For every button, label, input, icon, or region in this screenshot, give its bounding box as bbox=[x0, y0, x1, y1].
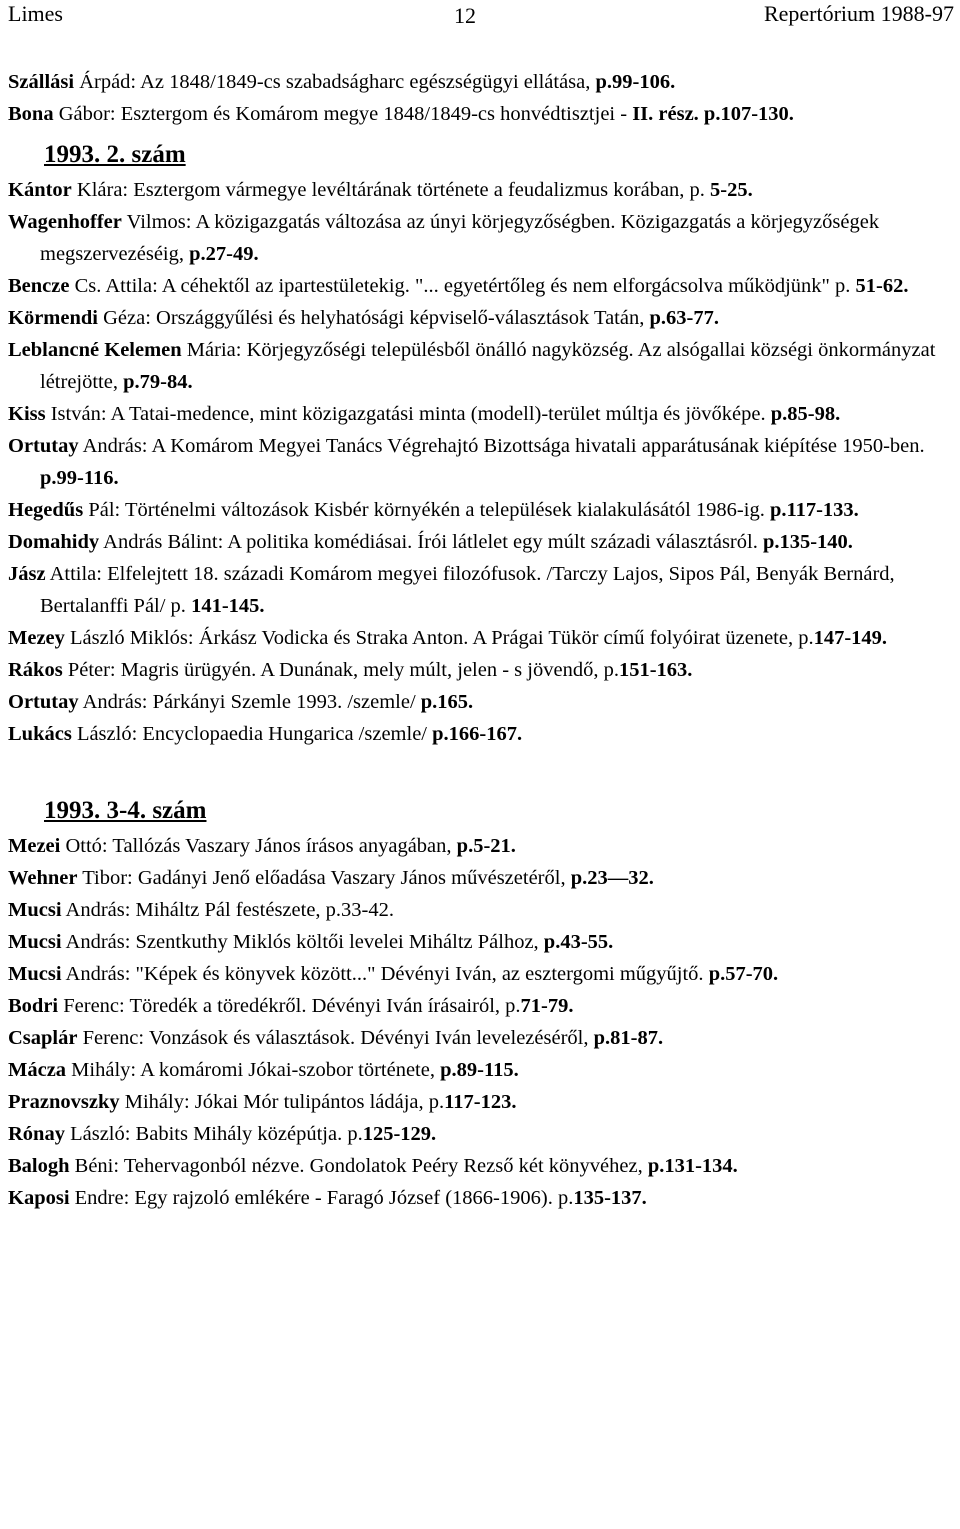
bibliography-entry bbox=[8, 1054, 952, 1086]
bibliography-entry bbox=[8, 494, 952, 526]
entry-title: László: Babits Mihály középútja. p. bbox=[64, 1123, 363, 1145]
entry-author: Mezey bbox=[8, 627, 65, 649]
entry-title: Árpád: Az 1848/1849-cs szabadságharc egészségügyi ellátása, bbox=[74, 71, 596, 93]
bibliography-entry bbox=[8, 398, 952, 430]
bibliography-entry bbox=[8, 1150, 952, 1182]
bibliography-entry bbox=[8, 302, 952, 334]
entry-title: László Miklós: Árkász Vodicka és Straka Anton. A Prágai Tükör című folyóirat üzenete, p. bbox=[64, 627, 814, 649]
bibliography-entry bbox=[8, 334, 952, 398]
bibliography-entry bbox=[8, 990, 952, 1022]
entry-author: Mezei bbox=[8, 835, 61, 857]
entry-author: Bodri bbox=[8, 995, 59, 1017]
bibliography-entry bbox=[8, 830, 952, 862]
entry-author: Kaposi bbox=[8, 1187, 70, 1209]
bibliography-entry bbox=[8, 654, 952, 686]
bibliography-entry bbox=[8, 1086, 952, 1118]
entry-author: Rónay bbox=[8, 1123, 65, 1145]
repertory-title: Repertórium 1988-97 bbox=[763, 1, 954, 26]
entry-author: Mucsi bbox=[8, 899, 62, 921]
section-heading: 1993. 2. szám bbox=[44, 141, 186, 168]
entry-pages: 51-62. bbox=[855, 275, 909, 297]
entry-author: Ortutay bbox=[8, 691, 79, 713]
entry-author: Balogh bbox=[8, 1155, 70, 1177]
entry-title: Mihály: A komáromi Jókai-szobor története, bbox=[66, 1059, 441, 1081]
page-header bbox=[0, 0, 960, 34]
entry-pages: p.79-84. bbox=[123, 371, 193, 393]
bibliography-entry bbox=[8, 686, 952, 718]
entry-author: Kiss bbox=[8, 403, 46, 425]
entry-pages: 147-149. bbox=[813, 627, 888, 649]
entry-title: András: Párkányi Szemle 1993. /szemle/ bbox=[78, 691, 421, 713]
entry-title: Pál: Történelmi változások Kisbér környékén a települések kialakulásától 1986-ig. bbox=[83, 499, 770, 521]
bibliography-entry bbox=[8, 862, 952, 894]
entry-pages: p.99-106. bbox=[595, 71, 676, 93]
bibliography-entry bbox=[8, 718, 952, 750]
bibliography-entry bbox=[8, 174, 952, 206]
entry-title: Attila: Elfelejtett 18. századi Komárom megyei filozófusok. /Tarczy Lajos, Sipos Pál, Benyák Bernárd, Bertalanffi Pál/ p. bbox=[40, 563, 895, 617]
entry-title: Gábor: Esztergom és Komárom megye 1848/1849-cs honvédtisztjei - bbox=[53, 103, 633, 125]
entry-title: Mihály: Jókai Mór tulipántos ládája, p. bbox=[119, 1091, 445, 1113]
journal-name: Limes bbox=[8, 1, 63, 26]
entry-author: Csaplár bbox=[8, 1027, 78, 1049]
bibliography-entry bbox=[8, 430, 952, 494]
entry-pages: p.99-116. bbox=[40, 467, 119, 489]
intro-entries bbox=[8, 66, 952, 130]
section-entries bbox=[8, 174, 952, 750]
entry-pages: p.165. bbox=[420, 691, 474, 713]
entry-author: Wagenhoffer bbox=[8, 211, 122, 233]
entry-title: Mária: Körjegyzőségi településből önálló nagyközség. Az alsógallai községi önkormányzat létrejötte, bbox=[40, 339, 936, 393]
entry-pages: p.5-21. bbox=[456, 835, 516, 857]
entry-title: András: Szentkuthy Miklós költői levelei Miháltz Pálhoz, bbox=[61, 931, 544, 953]
entry-author: Praznovszky bbox=[8, 1091, 120, 1113]
entry-title: Klára: Esztergom vármegye levéltárának története a feudalizmus korában, p. bbox=[71, 179, 711, 201]
entry-pages: p.81-87. bbox=[593, 1027, 664, 1049]
entry-author: Szállási bbox=[8, 71, 75, 93]
bibliography-entry bbox=[8, 926, 952, 958]
bibliography-entry bbox=[8, 894, 952, 926]
entry-title: Péter: Magris ürügyén. A Dunának, mely múlt, jelen - s jövendő, p. bbox=[62, 659, 619, 681]
page-number: 12 bbox=[454, 3, 476, 28]
entry-title: Tibor: Gadányi Jenő előadása Vaszary János művészetéről, bbox=[77, 867, 571, 889]
entry-pages: p.57-70. bbox=[708, 963, 779, 985]
entry-title: Ottó: Tallózás Vaszary János írásos anyagában, bbox=[60, 835, 457, 857]
entry-author: Ortutay bbox=[8, 435, 79, 457]
entry-author: Mácza bbox=[8, 1059, 67, 1081]
entry-pages: 125-129. bbox=[362, 1123, 437, 1145]
entry-title: Ferenc: Töredék a töredékről. Dévényi Iván írásairól, p. bbox=[58, 995, 521, 1017]
entry-author: Körmendi bbox=[8, 307, 98, 329]
bibliography-entry bbox=[8, 66, 952, 98]
entry-pages: p.85-98. bbox=[770, 403, 841, 425]
entry-pages: II. rész. p.107-130. bbox=[632, 103, 794, 125]
bibliography-entry bbox=[8, 958, 952, 990]
bibliography-entry bbox=[8, 270, 952, 302]
entry-title: István: A Tatai-medence, mint közigazgatási minta (modell)-terület múltja és jövőképe. bbox=[45, 403, 771, 425]
entry-title: András: Miháltz Pál festészete, p.33-42. bbox=[61, 899, 395, 921]
entry-pages: 151-163. bbox=[618, 659, 693, 681]
entry-author: Mucsi bbox=[8, 931, 62, 953]
entry-title: László: Encyclopaedia Hungarica /szemle/ bbox=[71, 723, 433, 745]
entry-author: Rákos bbox=[8, 659, 63, 681]
bibliography-list bbox=[8, 66, 952, 1214]
entry-title: Cs. Attila: A céhektől az ipartestületekig. "... egyetértőleg és nem elforgácsolva működjünk" p. bbox=[69, 275, 856, 297]
entry-pages: 71-79. bbox=[520, 995, 574, 1017]
entry-author: Leblancné Kelemen bbox=[8, 339, 182, 361]
entry-title: Endre: Egy rajzoló emlékére - Faragó József (1866-1906). p. bbox=[69, 1187, 574, 1209]
entry-author: Bona bbox=[8, 103, 54, 125]
entry-author: Hegedűs bbox=[8, 499, 84, 521]
entry-title: András Bálint: A politika komédiásai. Írói látlelet egy múlt századi választásról. bbox=[99, 531, 763, 553]
entry-pages: 5-25. bbox=[710, 179, 753, 201]
entry-author: Domahidy bbox=[8, 531, 100, 553]
entry-author: Kántor bbox=[8, 179, 72, 201]
entry-pages: p.166-167. bbox=[432, 723, 523, 745]
entry-author: Bencze bbox=[8, 275, 70, 297]
bibliography-entry bbox=[8, 558, 952, 622]
entry-pages: p.89-115. bbox=[440, 1059, 519, 1081]
entry-author: Wehner bbox=[8, 867, 78, 889]
entry-title: Vilmos: A közigazgatás változása az únyi körjegyzőségben. Közigazgatás a körjegyzőségek megszervezéséig, bbox=[40, 211, 880, 265]
entry-pages: p.63-77. bbox=[649, 307, 719, 329]
entry-title: Géza: Országgyűlési és helyhatósági képviselő-választások Tatán, bbox=[97, 307, 650, 329]
bibliography-entry bbox=[8, 1182, 952, 1214]
entry-pages: p.23—32. bbox=[570, 867, 654, 889]
bibliography-entry bbox=[8, 622, 952, 654]
entry-pages: p.131-134. bbox=[647, 1155, 738, 1177]
bibliography-entry bbox=[8, 1118, 952, 1150]
entry-title: Béni: Tehervagonból nézve. Gondolatok Peéry Rezső két könyvéhez, bbox=[69, 1155, 648, 1177]
entry-pages: 117-123. bbox=[444, 1091, 517, 1113]
entry-title: András: "Képek és könyvek között..." Dévényi Iván, az esztergomi műgyűjtő. bbox=[61, 963, 709, 985]
entry-pages: p.117-133. bbox=[769, 499, 859, 521]
entry-pages: 141-145. bbox=[191, 595, 265, 617]
entry-author: Lukács bbox=[8, 723, 72, 745]
bibliography-entry bbox=[8, 98, 952, 130]
section-heading: 1993. 3-4. szám bbox=[44, 797, 207, 824]
entry-pages: 135-137. bbox=[573, 1187, 647, 1209]
bibliography-entry bbox=[8, 526, 952, 558]
entry-author: Mucsi bbox=[8, 963, 62, 985]
bibliography-entry bbox=[8, 206, 952, 270]
entry-pages: p.43-55. bbox=[543, 931, 614, 953]
entry-pages: p.27-49. bbox=[189, 243, 259, 265]
entry-title: András: A Komárom Megyei Tanács Végrehajtó Bizottsága hivatali apparátusának kiépítése 1950-ben. bbox=[78, 435, 925, 457]
bibliography-entry bbox=[8, 1022, 952, 1054]
entry-author: Jász bbox=[8, 563, 46, 585]
entry-pages: p.135-140. bbox=[762, 531, 853, 553]
entry-title: Ferenc: Vonzások és választások. Dévényi Iván levelezéséről, bbox=[77, 1027, 594, 1049]
section-entries bbox=[8, 830, 952, 1214]
